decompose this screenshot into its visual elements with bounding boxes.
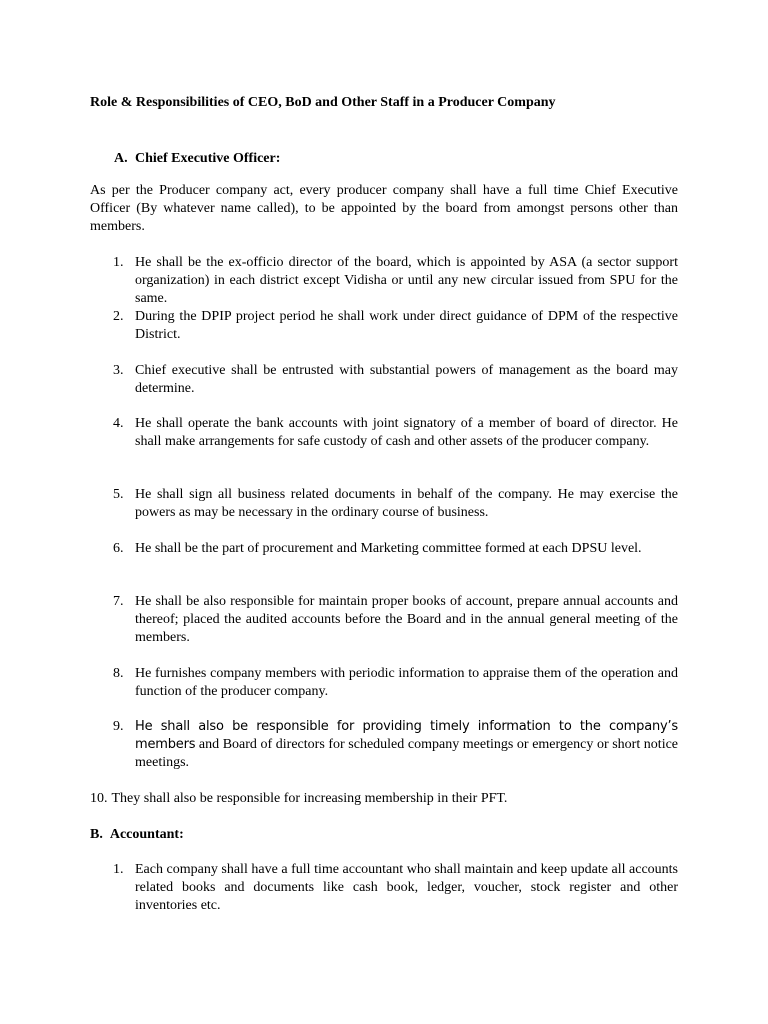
list-text: Chief executive shall be entrusted with substantial powers of management as the board may determine. — [135, 363, 678, 396]
section-a-intro: As per the Producer company act, every producer company shall have a full time Chief Executive Officer (By whatever name called), to be appointed by the board from amongst persons other than members. — [90, 183, 678, 234]
list-text: He shall be also responsible for maintain proper books of account, prepare annual accounts and thereof; placed the audited accounts before the Board and in the annual general meeting of the members. — [135, 594, 678, 645]
list-item-a9 — [90, 718, 678, 772]
list-number: 3. — [113, 363, 124, 378]
list-item-a8 — [90, 665, 678, 701]
section-a-heading — [114, 150, 280, 168]
list-number: 6. — [113, 541, 124, 556]
list-item-a2 — [90, 308, 678, 344]
section-b-heading — [90, 826, 184, 844]
list-number: 2. — [113, 309, 124, 324]
list-item-a10 — [90, 790, 678, 808]
list-text: He shall operate the bank accounts with joint signatory of a member of board of director. He shall make arrangements for safe custody of cash and other assets of the producer company. — [135, 416, 678, 449]
list-number: 8. — [113, 666, 124, 681]
list-number: 5. — [113, 487, 124, 502]
list-number: 9. — [113, 719, 124, 734]
section-a-title: Chief Executive Officer: — [135, 151, 281, 166]
list-text: They shall also be responsible for increasing membership in their PFT. — [111, 791, 508, 806]
list-text: He furnishes company members with periodic information to appraise them of the operation and function of the producer company. — [135, 666, 678, 699]
list-text: During the DPIP project period he shall work under direct guidance of DPM of the respective District. — [135, 309, 678, 342]
list-number: 7. — [113, 594, 124, 609]
section-a-letter: A. — [114, 151, 128, 166]
list-text: He shall be the ex-officio director of the board, which is appointed by ASA (a sector support organization) in each district except Vidisha or until any new circular issued from SPU for the same. — [135, 255, 678, 306]
list-number: 4. — [113, 416, 124, 431]
list-item-a6 — [90, 540, 678, 558]
list-text: He shall sign all business related documents in behalf of the company. He may exercise the powers as may be necessary in the ordinary course of business. — [135, 487, 678, 520]
list-number: 1. — [113, 255, 124, 270]
list-item-a4 — [90, 415, 678, 451]
list-number: 1. — [113, 862, 124, 877]
list-text: He shall be the part of procurement and Marketing committee formed at each DPSU level. — [135, 541, 642, 556]
list-number: 10. — [90, 791, 108, 806]
list-text-rest: and Board of directors for scheduled company meetings or emergency or short notice meetings. — [135, 737, 679, 770]
list-item-a5 — [90, 486, 678, 522]
list-item-a3 — [90, 362, 678, 398]
list-text-line1: He shall also be responsible for providing timely information to the company’s members — [135, 719, 678, 752]
list-item-a1 — [90, 254, 678, 308]
list-item-a7 — [90, 593, 678, 647]
section-b-title: Accountant: — [109, 827, 184, 842]
list-item-b1 — [90, 861, 678, 915]
document-title: Role & Responsibilities of CEO, BoD and Other Staff in a Producer Company — [90, 95, 556, 110]
list-text: Each company shall have a full time accountant who shall maintain and keep update all accounts related books and documents like cash book, ledger, voucher, stock register and other inventories etc. — [135, 862, 678, 913]
section-b-letter: B. — [90, 827, 103, 842]
